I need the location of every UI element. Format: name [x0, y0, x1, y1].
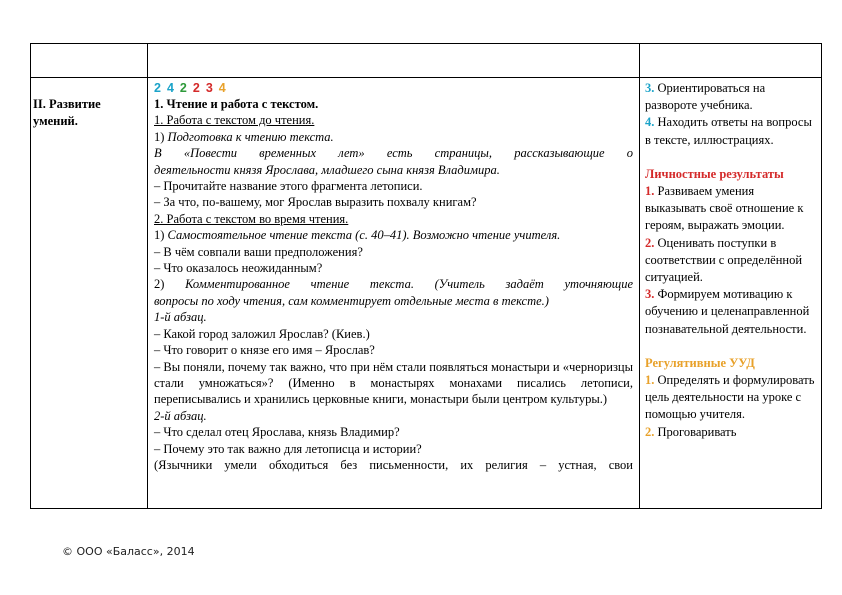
activity-number: 2 — [154, 81, 163, 95]
question: – В чём совпали ваши предположения? — [154, 244, 363, 259]
question: – Что сделал отец Ярослава, князь Владимир? — [154, 425, 400, 440]
intro-line-2: деятельности князя Ярослава, младшего сына князя Владимира. — [154, 162, 500, 177]
lesson-table — [30, 43, 822, 509]
question: – Что оказалось неожиданным? — [154, 261, 323, 276]
result-number: 1. — [645, 373, 655, 388]
activity-number: 4 — [218, 81, 228, 95]
section-title: 1. Чтение и работа с текстом. — [154, 97, 319, 111]
question: – За что, по-вашему, мог Ярослав выразить похвалу книгам? — [154, 195, 477, 210]
step-text: Подготовка к чтению текста. — [167, 129, 334, 144]
activity-numbers — [154, 80, 633, 96]
result-item — [645, 372, 817, 424]
result-item — [645, 183, 817, 235]
question: – Какой город заложил Ярослав? (Киев.) — [154, 326, 370, 341]
question: – Почему это так важно для летописца и истории? — [154, 441, 422, 456]
step-preparation — [154, 129, 633, 145]
step-number: 1) — [154, 228, 168, 243]
result-text: Ориентироваться на развороте учебника. — [645, 81, 766, 113]
step-commented-reading-cont: вопросы по ходу чтения, сам комментирует отдельные места в тексте.) — [154, 293, 549, 308]
result-text: Определять и формулировать цель деятельности на уроке с помощью учителя. — [645, 373, 815, 422]
activity-number: 4 — [166, 81, 176, 95]
result-item — [645, 114, 817, 148]
paragraph-label: 2-й абзац. — [154, 408, 207, 423]
result-item — [645, 235, 817, 287]
regulatory-heading: Регулятивные УУД — [645, 355, 755, 370]
result-number: 2. — [645, 424, 655, 439]
result-number: 4. — [645, 115, 655, 130]
result-number: 3. — [645, 287, 655, 302]
content-cell — [148, 78, 640, 509]
result-text: Оценивать поступки в соответствии с определённой ситуацией. — [645, 235, 803, 285]
results-cell — [640, 78, 822, 509]
step-independent-reading — [154, 227, 633, 243]
stage-title-line2: умений. — [33, 114, 78, 128]
answer-text: (Язычники умели обходиться без письменности, их религия – устная, свои — [154, 457, 633, 472]
header-cell-stage — [31, 44, 148, 78]
result-number: 1. — [645, 184, 655, 199]
result-text: Развиваем умения выказывать своё отношение к героям, выражать эмоции. — [645, 184, 804, 233]
question: – Вы поняли, почему так важно, что при нём стали появляться монастыри и «черноризцы стали умножаться»? (Именно в монастырях монахами писались летописи, переписывались и хранились церковные книги, монастыри были центром культуры.) — [154, 359, 633, 407]
result-item — [645, 80, 817, 114]
step-text: Комментированное чтение текста. (Учитель задаёт уточняющие — [185, 277, 633, 292]
stage-cell — [31, 78, 148, 509]
table-header-row — [31, 44, 822, 78]
subsection-during-reading: 2. Работа с текстом во время чтения. — [154, 211, 349, 226]
activity-number: 2 — [179, 81, 189, 95]
activity-number: 2 — [192, 81, 202, 95]
result-text: Находить ответы на вопросы в тексте, иллюстрациях. — [645, 115, 812, 147]
table-body-row — [31, 78, 822, 509]
step-number: 2) — [154, 277, 186, 292]
intro-line-1: В «Повести временных лет» есть страницы, рассказывающие о — [154, 146, 633, 161]
activity-number: 3 — [205, 81, 215, 95]
header-cell-content — [148, 44, 640, 78]
result-number: 2. — [645, 235, 655, 250]
result-text: Проговаривать — [654, 424, 737, 439]
question: – Что говорит о князе его имя – Ярослав? — [154, 343, 375, 358]
result-item — [645, 424, 817, 441]
step-number: 1) — [154, 129, 168, 144]
header-cell-results — [640, 44, 822, 78]
result-number: 3. — [645, 81, 655, 95]
question: – Прочитайте название этого фрагмента летописи. — [154, 179, 423, 194]
stage-title-line1: II. Развитие — [33, 97, 101, 111]
subsection-before-reading: 1. Работа с текстом до чтения. — [154, 113, 315, 128]
paragraph-label: 1-й абзац. — [154, 310, 207, 325]
result-text: Формируем мотивацию к обучению и целенаправленной познавательной деятельности. — [645, 287, 810, 336]
step-text: Самостоятельное чтение текста (с. 40–41). Возможно чтение учителя. — [167, 228, 561, 243]
personal-results-heading: Личностные результаты — [645, 166, 784, 181]
result-item — [645, 286, 817, 338]
step-commented-reading — [154, 276, 633, 292]
copyright-footer: © ООО «Баласс», 2014 — [62, 545, 195, 558]
